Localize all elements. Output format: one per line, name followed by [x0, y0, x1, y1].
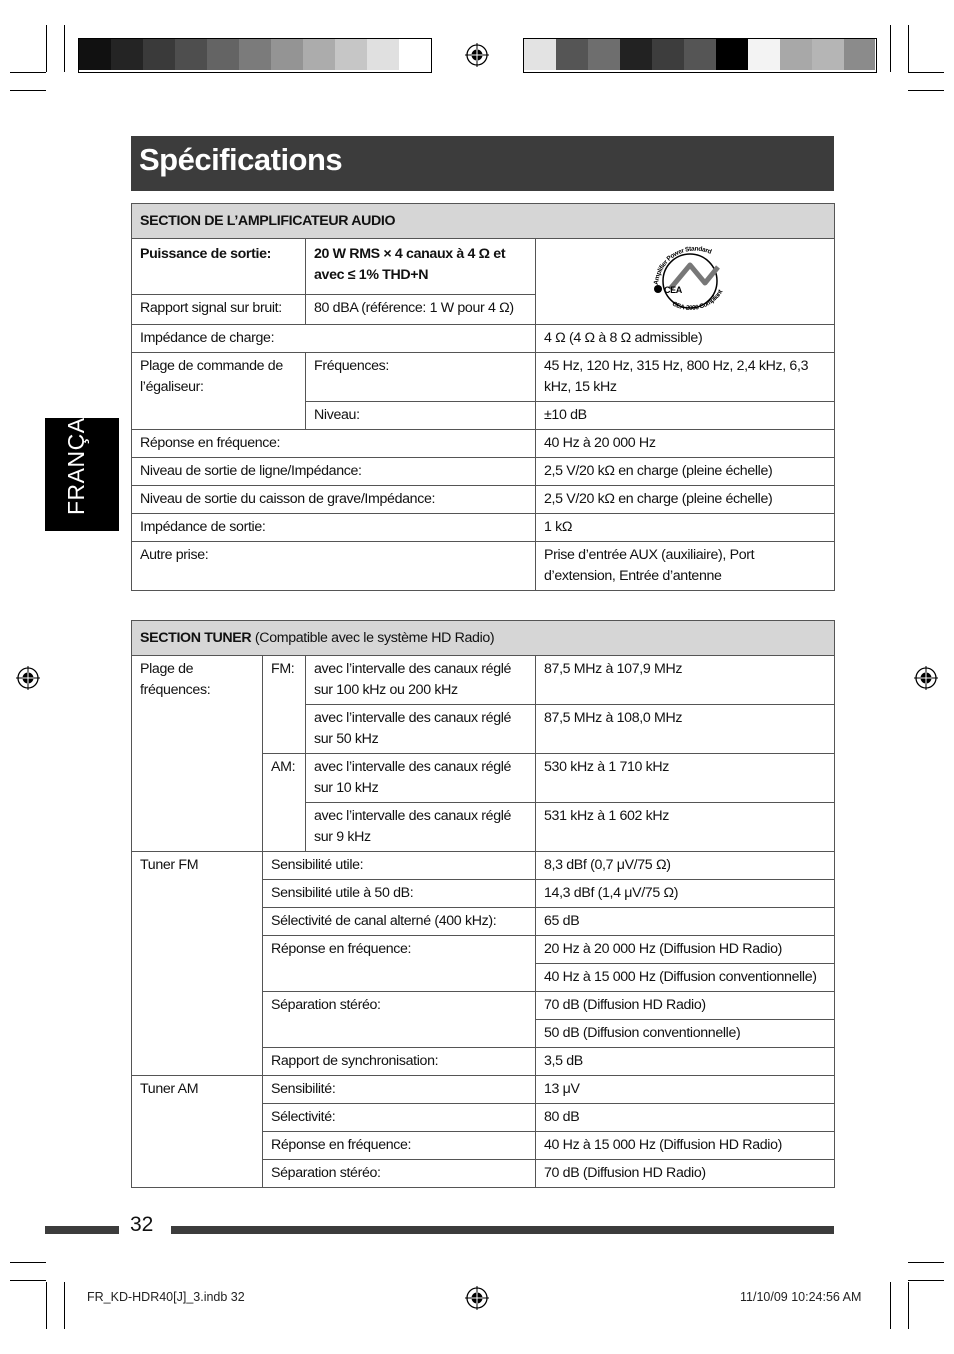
am-condition-2: avec l’intervalle des canaux réglé sur 9 kHz — [306, 803, 536, 852]
table-row — [132, 656, 835, 705]
am-stereo-sep-label: Séparation stéréo: — [263, 1160, 536, 1188]
fm-alt-channel-label: Sélectivité de canal alterné (400 kHz): — [263, 908, 536, 936]
table-row — [132, 514, 835, 542]
fm-sensitivity-50db-value: 14,3 dBf (1,4 μV/75 Ω) — [536, 880, 835, 908]
line-out-value: 2,5 V/20 kΩ en charge (pleine échelle) — [536, 458, 835, 486]
table-row — [132, 239, 835, 295]
tuner-section-header — [132, 621, 835, 656]
fm-stereo-sep-label: Séparation stéréo: — [263, 992, 536, 1048]
power-label: Puissance de sortie: — [132, 239, 306, 295]
fm-capture-ratio-value: 3,5 dB — [536, 1048, 835, 1076]
cea-logo-text-bottom: CEA-2006 Compliant — [671, 288, 725, 312]
am-sensitivity-label: Sensibilité: — [263, 1076, 536, 1104]
amplifier-section-header: SECTION DE L’AMPLIFICATEUR AUDIO — [132, 204, 835, 239]
am-tuner-label: Tuner AM — [132, 1076, 263, 1188]
am-sensitivity-value: 13 μV — [536, 1076, 835, 1104]
output-impedance-value: 1 kΩ — [536, 514, 835, 542]
subwoofer-out-label: Niveau de sortie du caisson de grave/Impédance: — [132, 486, 536, 514]
freq-range-label: Plage de fréquences: — [132, 656, 263, 852]
am-condition-1: avec l’intervalle des canaux réglé sur 10 kHz — [306, 754, 536, 803]
fm-sensitivity-50db-label: Sensibilité utile à 50 dB: — [263, 880, 536, 908]
tuner-spec-table — [131, 620, 835, 1188]
am-freq-response-value: 40 Hz à 15 000 Hz (Diffusion HD Radio) — [536, 1132, 835, 1160]
table-row — [132, 430, 835, 458]
registration-mark-bottom-icon — [465, 1286, 489, 1310]
load-impedance-value: 4 Ω (4 Ω à 8 Ω admissible) — [536, 325, 835, 353]
table-row — [132, 458, 835, 486]
fm-stereo-sep-value-hd: 70 dB (Diffusion HD Radio) — [536, 992, 835, 1020]
cea-compliance-logo-icon — [540, 243, 830, 313]
table-row — [132, 353, 835, 402]
cea-logo-brand: CEA — [664, 285, 682, 295]
table-row — [132, 486, 835, 514]
tuner-header-bold: SECTION TUNER — [140, 630, 252, 646]
eq-range-label: Plage de commande de l’égaliseur: — [132, 353, 306, 430]
table-row — [132, 621, 835, 656]
am-stereo-sep-value: 70 dB (Diffusion HD Radio) — [536, 1160, 835, 1188]
freq-response-value: 40 Hz à 20 000 Hz — [536, 430, 835, 458]
fm-condition-2: avec l’intervalle des canaux réglé sur 50 kHz — [306, 705, 536, 754]
title-bar — [131, 136, 834, 191]
page-bar-right — [171, 1226, 834, 1234]
registration-mark-right-icon — [914, 666, 938, 690]
subwoofer-out-value: 2,5 V/20 kΩ en charge (pleine échelle) — [536, 486, 835, 514]
am-freq-response-label: Réponse en fréquence: — [263, 1132, 536, 1160]
line-out-label: Niveau de sortie de ligne/Impédance: — [132, 458, 536, 486]
table-row — [132, 852, 835, 880]
eq-level-value: ±10 dB — [536, 402, 835, 430]
am-range-2: 531 kHz à 1 602 kHz — [536, 803, 835, 852]
fm-freq-response-label: Réponse en fréquence: — [263, 936, 536, 992]
fm-band-label: FM: — [263, 656, 306, 754]
registration-mark-top-icon — [465, 43, 489, 67]
page-bar-left — [45, 1226, 119, 1234]
amplifier-spec-table — [131, 203, 835, 591]
language-tab-label: FRANÇAIS — [63, 394, 89, 515]
table-row — [132, 325, 835, 353]
fm-tuner-label: Tuner FM — [132, 852, 263, 1076]
fm-freq-response-value-hd: 20 Hz à 20 000 Hz (Diffusion HD Radio) — [536, 936, 835, 964]
cea-logo-text-top: Amplifier Power Standard — [652, 245, 713, 286]
snr-label: Rapport signal sur bruit: — [132, 294, 306, 324]
fm-usable-sensitivity-value: 8,3 dBf (0,7 μV/75 Ω) — [536, 852, 835, 880]
fm-alt-channel-value: 65 dB — [536, 908, 835, 936]
page-number: 32 — [130, 1213, 154, 1236]
fm-freq-response-value-conv: 40 Hz à 15 000 Hz (Diffusion conventionnelle) — [536, 964, 835, 992]
eq-level-label: Niveau: — [306, 402, 536, 430]
load-impedance-label: Impédance de charge: — [132, 325, 536, 353]
registration-mark-left-icon — [16, 666, 40, 690]
am-range-1: 530 kHz à 1 710 kHz — [536, 754, 835, 803]
cea-logo-cell — [536, 239, 835, 325]
am-selectivity-label: Sélectivité: — [263, 1104, 536, 1132]
snr-value: 80 dBA (référence: 1 W pour 4 Ω) — [306, 294, 536, 324]
page-title: Spécifications — [139, 142, 343, 177]
am-selectivity-value: 80 dB — [536, 1104, 835, 1132]
footer-timestamp: 11/10/09 10:24:56 AM — [740, 1290, 862, 1304]
tuner-header-note: (Compatible avec le système HD Radio) — [251, 630, 495, 646]
table-row — [132, 204, 835, 239]
other-jack-value: Prise d’entrée AUX (auxiliaire), Port d’extension, Entrée d’antenne — [536, 542, 835, 591]
table-row — [132, 1076, 835, 1104]
fm-usable-sensitivity-label: Sensibilité utile: — [263, 852, 536, 880]
power-value: 20 W RMS × 4 canaux à 4 Ω et avec ≤ 1% THD+N — [306, 239, 536, 295]
fm-range-1: 87,5 MHz à 107,9 MHz — [536, 656, 835, 705]
freq-response-label: Réponse en fréquence: — [132, 430, 536, 458]
eq-frequencies-value: 45 Hz, 120 Hz, 315 Hz, 800 Hz, 2,4 kHz, 6,3 kHz, 15 kHz — [536, 353, 835, 402]
table-row — [132, 542, 835, 591]
language-tab — [45, 394, 119, 531]
output-impedance-label: Impédance de sortie: — [132, 514, 536, 542]
am-band-label: AM: — [263, 754, 306, 852]
fm-capture-ratio-label: Rapport de synchronisation: — [263, 1048, 536, 1076]
other-jack-label: Autre prise: — [132, 542, 536, 591]
fm-stereo-sep-value-conv: 50 dB (Diffusion conventionnelle) — [536, 1020, 835, 1048]
footer-file-info: FR_KD-HDR40[J]_3.indb 32 — [87, 1290, 245, 1304]
fm-range-2: 87,5 MHz à 108,0 MHz — [536, 705, 835, 754]
fm-condition-1: avec l’intervalle des canaux réglé sur 100 kHz ou 200 kHz — [306, 656, 536, 705]
eq-frequencies-label: Fréquences: — [306, 353, 536, 402]
